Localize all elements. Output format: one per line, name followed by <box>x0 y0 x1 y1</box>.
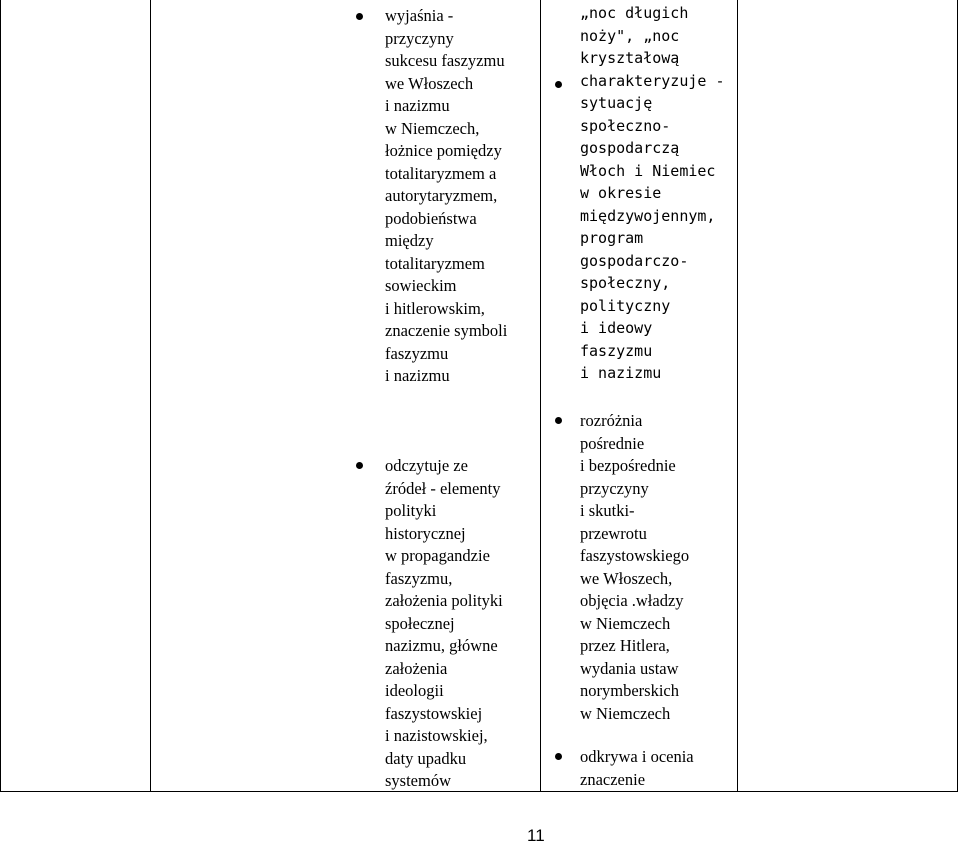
table-border-col1 <box>150 0 151 792</box>
bullet-icon <box>555 417 562 424</box>
bullet-icon <box>555 753 562 760</box>
table-border-col2 <box>540 0 541 792</box>
row1-col3-text: „noc długich noży", „noc kryształową charakteryzuje - sytuację społeczno- gospodarczą Włoch i Niemiec w okresie międzywojennym, program gospodarczo- społeczny, polityczny i ideowy faszyzmu i nazizmu <box>580 4 725 382</box>
row2-col3a-text: rozróżnia pośrednie i bezpośrednie przyczyny i skutki- przewrotu faszystowskiego we Włoszech, objęcia .władzy w Niemczech przez Hitlera, wydania ustaw norymberskich w Niemczech <box>580 411 690 723</box>
table-border-right <box>957 0 958 792</box>
bullet-icon <box>555 81 562 88</box>
page-number: 11 <box>527 826 545 845</box>
row1-col2-text: wyjaśnia - przyczyny sukcesu faszyzmu we Włoszech i nazizmu w Niemczech, łożnice pomiędzy totalitaryzmem a autorytaryzmem, podobieństwa między totalitaryzmem sowieckim i hitlerowskim, znaczenie symboli faszyzmu i nazizmu <box>385 6 508 385</box>
table-border-left <box>0 0 1 792</box>
table-border-col3 <box>737 0 738 792</box>
bullet-icon <box>356 462 363 469</box>
row2-col3b-text: odkrywa i ocenia znaczenie <box>580 747 694 789</box>
row2-col2-text: odczytuje ze źródeł - elementy polityki historycznej w propagandzie faszyzmu, założenia polityki społecznej nazizmu, główne założenia ideologii faszystowskiej i nazistowskiej, daty upadku systemów <box>385 456 503 790</box>
bullet-icon <box>356 13 363 20</box>
